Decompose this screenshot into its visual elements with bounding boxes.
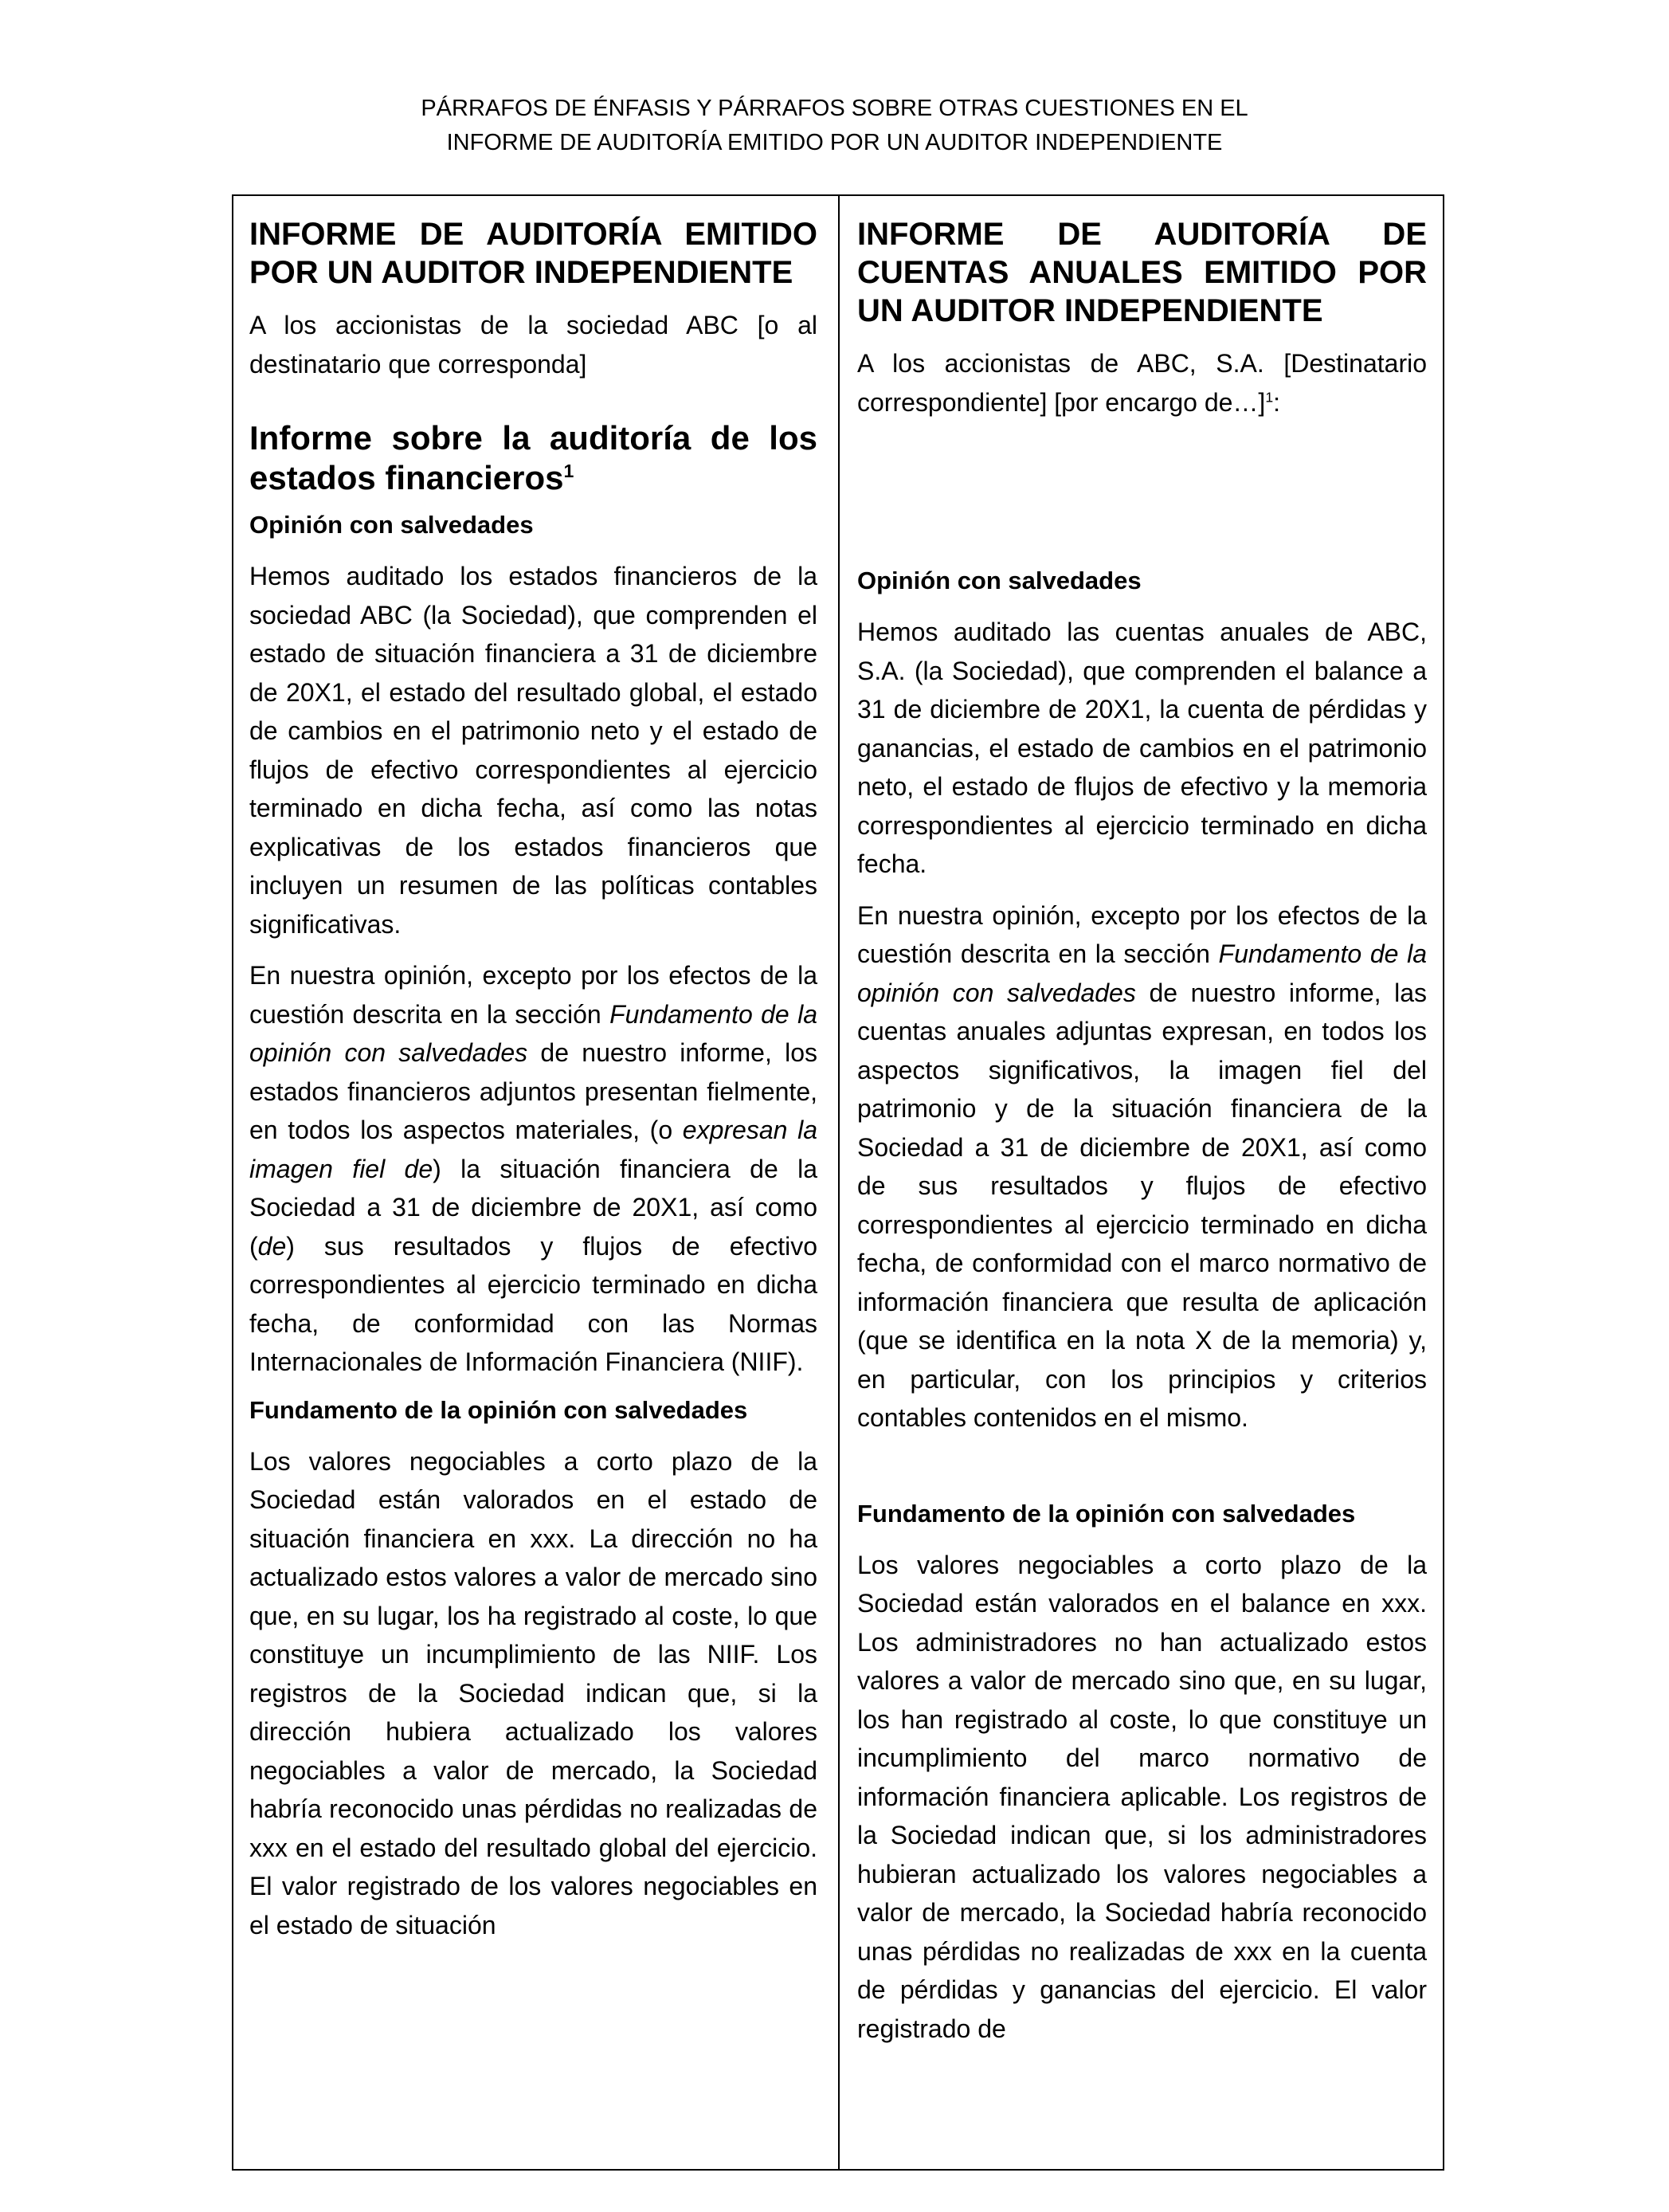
left-column [233, 196, 840, 2169]
right-column [840, 196, 1443, 2169]
right-spacer [857, 434, 1427, 554]
right-title: INFORME DE AUDITORÍA DE CUENTAS ANUALES EMITIDO POR UN AUDITOR INDEPENDIENTE [857, 217, 1427, 328]
right-opinion-heading: Opinión con salvedades [857, 567, 1142, 594]
left-title: INFORME DE AUDITORÍA EMITIDO POR UN AUDITOR INDEPENDIENTE [249, 217, 817, 290]
left-opinion-heading: Opinión con salvedades [249, 511, 534, 539]
right-spacer-2 [857, 1450, 1427, 1487]
page-header [0, 92, 1669, 160]
left-section-footnote: 1 [563, 461, 574, 481]
left-paragraph-2: En nuestra opinión, excepto por los efectos de la cuestión descrita en la sección Fundamento de la opinión con salvedades de nuestro informe, los estados financieros adjuntos presentan fielmente, en todos los aspectos materiales, (o expresan la imagen fiel de) la situación financiera de la Sociedad a 31 de diciembre de 20X1, así como (de) sus resultados y flujos de efectivo correspondientes al ejercicio terminado en dicha fecha, de conformidad con las Normas Internacionales de Información Financiera (NIIF). [249, 961, 818, 1376]
right-addressee: A los accionistas de ABC, S.A. [Destinatario correspondiente] [por encargo de…]$^1$: [857, 349, 1427, 417]
right-paragraph-2: En nuestra opinión, excepto por los efectos de la cuestión descrita en la sección Fundamento de la opinión con salvedades de nuestro informe, las cuentas anuales adjuntas expresan, en todos los aspectos significativos, la imagen fiel del patrimonio y de la situación financiera de la Sociedad a 31 de diciembre de 20X1, así como de sus resultados y flujos de efectivo correspondientes al ejercicio terminado en dicha fecha, de conformidad con el marco normativo de información financiera que resulta de aplicación (que se identifica en la nota X de la memoria) y, en particular, con los principios y criterios contables contenidos en el mismo. [857, 900, 1428, 1432]
left-addressee: A los accionistas de la sociedad ABC [o al destinatario que corresponda] [249, 311, 817, 378]
left-section-title-text: Informe sobre la auditoría de los estados financieros [249, 419, 817, 496]
left-paragraph-3: Los valores negociables a corto plazo de la Sociedad están valorados en el estado de situación financiera en xxx. La dirección no ha actualizado estos valores a valor de mercado sino que, en su lugar, los ha registrado al coste, lo que constituye un incumplimiento de las NIIF. Los registros de la Sociedad indican que, si la dirección hubiera actualizado los valores negociables a valor de mercado, la Sociedad habría reconocido unas pérdidas no realizadas de xxx en el estado del resultado global del ejercicio. El valor registrado de los valores negociables en el estado de situación [249, 1446, 817, 1939]
right-basis-heading: Fundamento de la opinión con salvedades [857, 1499, 1356, 1528]
right-paragraph-1: Hemos auditado las cuentas anuales de ABC, S.A. (la Sociedad), que comprenden el balance a 31 de diciembre de 20X1, la cuenta de pérdidas y ganancias, el estado de cambios en el patrimonio neto, el estado de flujos de efectivo y la memoria correspondientes al ejercicio terminado en dicha fecha. [857, 618, 1427, 878]
left-paragraph-1: Hemos auditado los estados financieros de la sociedad ABC (la Sociedad), que comprenden el estado de situación financiera a 31 de diciembre de 20X1, el estado del resultado global, el estado de cambios en el patrimonio neto y el estado de flujos de efectivo correspondientes al ejercicio terminado en dicha fecha, así como las notas explicativas de los estados financieros que incluyen un resumen de las políticas contables significativas. [249, 562, 817, 939]
header-line-1: PÁRRAFOS DE ÉNFASIS Y PÁRRAFOS SOBRE OTRAS CUESTIONES EN EL [421, 96, 1248, 121]
comparison-table [232, 194, 1444, 2171]
header-line-2: INFORME DE AUDITORÍA EMITIDO POR UN AUDITOR INDEPENDIENTE [446, 130, 1223, 155]
right-paragraph-3: Los valores negociables a corto plazo de la Sociedad están valorados en el balance en xxx. Los administradores no han actualizado estos valores a valor de mercado sino que, en su lugar, los han registrado al coste, lo que constituye un incumplimiento del marco normativo de información financiera aplicable. Los registros de la Sociedad indican que, si los administradores hubieran actualizado los valores negociables a valor de mercado, la Sociedad habría reconocido unas pérdidas no realizadas de xxx en la cuenta de pérdidas y ganancias del ejercicio. El valor registrado de [857, 1550, 1427, 2043]
right-addressee-footnote: 1 [1265, 388, 1274, 405]
left-section-title [249, 418, 817, 498]
left-basis-heading: Fundamento de la opinión con salvedades [249, 1395, 748, 1424]
